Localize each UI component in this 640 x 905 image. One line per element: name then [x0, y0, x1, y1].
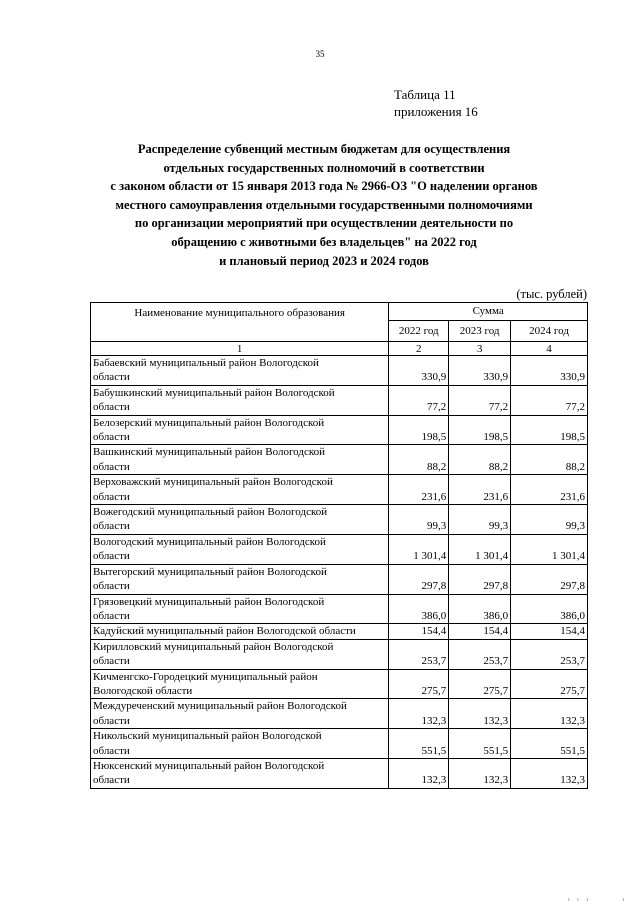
header-year-2022: 2022 год	[389, 321, 449, 342]
municipality-name-line: области	[93, 550, 130, 563]
amount-2023: 231,6	[449, 475, 511, 505]
amount-2022: 330,9	[389, 356, 449, 386]
municipality-name-line: области	[93, 609, 130, 622]
table-row	[91, 639, 588, 669]
table-row	[91, 445, 588, 475]
caption-table-number: Таблица 11	[394, 87, 456, 102]
amount-2024: 330,9	[511, 356, 588, 386]
municipality-name	[91, 385, 389, 415]
units-label: (тыс. рублей)	[516, 287, 587, 301]
municipality-name	[91, 729, 389, 759]
amount-2024: 275,7	[511, 669, 588, 699]
amount-2023: 330,9	[449, 356, 511, 386]
municipality-name-line: области	[93, 520, 130, 533]
municipality-name	[91, 699, 389, 729]
title-line: и плановый период 2023 и 2024 годов	[219, 253, 429, 268]
municipality-name	[91, 445, 389, 475]
title-line: Распределение субвенций местным бюджетам для осуществления	[137, 142, 511, 156]
table-row	[91, 505, 588, 535]
amount-2023: 132,3	[449, 758, 511, 788]
table-row	[91, 699, 588, 729]
amount-2024: 551,5	[511, 729, 588, 759]
table-row	[91, 758, 588, 788]
amount-2022: 88,2	[389, 445, 449, 475]
municipality-name	[91, 594, 389, 624]
column-number: 4	[511, 342, 588, 356]
document-title	[60, 140, 588, 270]
amount-2024: 132,3	[511, 699, 588, 729]
title-line: обращению с животными без владельцев" на 2022 год	[171, 234, 477, 249]
municipality-name-line: области	[93, 580, 130, 593]
amount-2024: 99,3	[511, 505, 588, 535]
amount-2022: 77,2	[389, 385, 449, 415]
amount-2024: 88,2	[511, 445, 588, 475]
table-row	[91, 534, 588, 564]
column-number: 1	[91, 342, 389, 356]
municipality-name	[91, 758, 389, 788]
amount-2022: 1 301,4	[389, 534, 449, 564]
table-row	[91, 669, 588, 699]
scan-marks: ı ı ı ı	[568, 897, 628, 903]
table-row	[91, 385, 588, 415]
municipality-name	[91, 564, 389, 594]
header-sum: Сумма	[389, 303, 588, 321]
caption-appendix: приложения 16	[394, 104, 478, 119]
municipality-name	[91, 534, 389, 564]
table-row	[91, 415, 588, 445]
municipality-name	[91, 624, 389, 639]
municipality-name-line: области	[93, 371, 130, 384]
table-row	[91, 475, 588, 505]
page-number: 35	[315, 49, 325, 59]
amount-2023: 99,3	[449, 505, 511, 535]
municipality-name-line: Вологодской области	[93, 684, 193, 697]
amount-2022: 297,8	[389, 564, 449, 594]
amount-2023: 132,3	[449, 699, 511, 729]
amount-2024: 198,5	[511, 415, 588, 445]
municipality-name-line: Грязовецкий муниципальный район Вологодской	[93, 595, 325, 608]
title-line: отдельных государственных полномочий в соответствии	[163, 160, 485, 175]
municipality-name-line: области	[93, 401, 130, 414]
amount-2024: 253,7	[511, 639, 588, 669]
column-number: 3	[449, 342, 511, 356]
amount-2022: 132,3	[389, 699, 449, 729]
table-row	[91, 594, 588, 624]
municipality-name-line: Вашкинский муниципальный район Вологодской	[93, 446, 326, 459]
municipality-name-line: Верховажский муниципальный район Вологодской	[93, 476, 333, 489]
municipality-name	[91, 356, 389, 386]
municipality-name-line: области	[93, 655, 130, 668]
table-caption	[394, 86, 478, 120]
amount-2022: 198,5	[389, 415, 449, 445]
header-year-2023: 2023 год	[449, 321, 511, 342]
municipality-name-line: области	[93, 714, 130, 727]
municipality-name-line: Вожегодский муниципальный район Вологодской	[93, 506, 328, 519]
amount-2023: 551,5	[449, 729, 511, 759]
municipality-name-line: Белозерский муниципальный район Вологодской	[93, 416, 325, 429]
amount-2023: 198,5	[449, 415, 511, 445]
municipality-name-line: Бабаевский муниципальный район Вологодской	[93, 357, 319, 369]
municipality-name-line: области	[93, 744, 130, 757]
table-row	[91, 356, 588, 386]
amount-2023: 253,7	[449, 639, 511, 669]
amount-2024: 132,3	[511, 758, 588, 788]
municipality-name	[91, 415, 389, 445]
column-number: 2	[389, 342, 449, 356]
municipality-name-line: Междуреченский муниципальный район Вологодской	[93, 700, 347, 713]
amount-2023: 88,2	[449, 445, 511, 475]
amount-2024: 77,2	[511, 385, 588, 415]
municipality-name-line: Бабушкинский муниципальный район Вологодской	[93, 386, 335, 399]
amount-2024: 231,6	[511, 475, 588, 505]
amount-2024: 154,4	[511, 624, 588, 639]
amount-2022: 551,5	[389, 729, 449, 759]
amount-2024: 386,0	[511, 594, 588, 624]
header-year-2024: 2024 год	[511, 321, 588, 342]
amount-2023: 386,0	[449, 594, 511, 624]
municipality-name-line: Кадуйский муниципальный район Вологодской области	[93, 625, 356, 638]
amount-2022: 154,4	[389, 624, 449, 639]
municipality-name	[91, 639, 389, 669]
municipality-name-line: Вологодский муниципальный район Вологодской	[93, 535, 326, 548]
amount-2023: 77,2	[449, 385, 511, 415]
municipality-name	[91, 475, 389, 505]
subsidy-table	[90, 302, 588, 789]
municipality-name-line: Никольский муниципальный район Вологодской	[93, 730, 322, 743]
amount-2024: 1 301,4	[511, 534, 588, 564]
municipality-name-line: области	[93, 490, 130, 503]
municipality-name-line: области	[93, 460, 130, 473]
amount-2023: 297,8	[449, 564, 511, 594]
municipality-name-line: области	[93, 431, 130, 444]
amount-2022: 99,3	[389, 505, 449, 535]
amount-2023: 1 301,4	[449, 534, 511, 564]
municipality-name-line: Кичменгско-Городецкий муниципальный район	[93, 670, 318, 683]
municipality-name-line: Вытегорский муниципальный район Вологодской	[93, 565, 327, 578]
municipality-name-line: области	[93, 774, 130, 787]
amount-2022: 253,7	[389, 639, 449, 669]
amount-2022: 132,3	[389, 758, 449, 788]
table-row	[91, 729, 588, 759]
municipality-name	[91, 669, 389, 699]
table-row	[91, 624, 588, 639]
amount-2024: 297,8	[511, 564, 588, 594]
amount-2023: 154,4	[449, 624, 511, 639]
header-name: Наименование муниципального образования	[91, 303, 389, 342]
amount-2022: 386,0	[389, 594, 449, 624]
amount-2023: 275,7	[449, 669, 511, 699]
title-line: по организации мероприятий при осуществлении деятельности по	[134, 216, 514, 231]
title-line: местного самоуправления отдельными государственными полномочиями	[115, 197, 533, 212]
amount-2022: 275,7	[389, 669, 449, 699]
municipality-name-line: Нюксенский муниципальный район Вологодской	[93, 759, 325, 772]
municipality-name	[91, 505, 389, 535]
municipality-name-line: Кирилловский муниципальный район Вологодской	[93, 640, 334, 653]
title-line: с законом области от 15 января 2013 года № 2966-ОЗ "О наделении органов	[110, 179, 538, 194]
table-row	[91, 564, 588, 594]
amount-2022: 231,6	[389, 475, 449, 505]
